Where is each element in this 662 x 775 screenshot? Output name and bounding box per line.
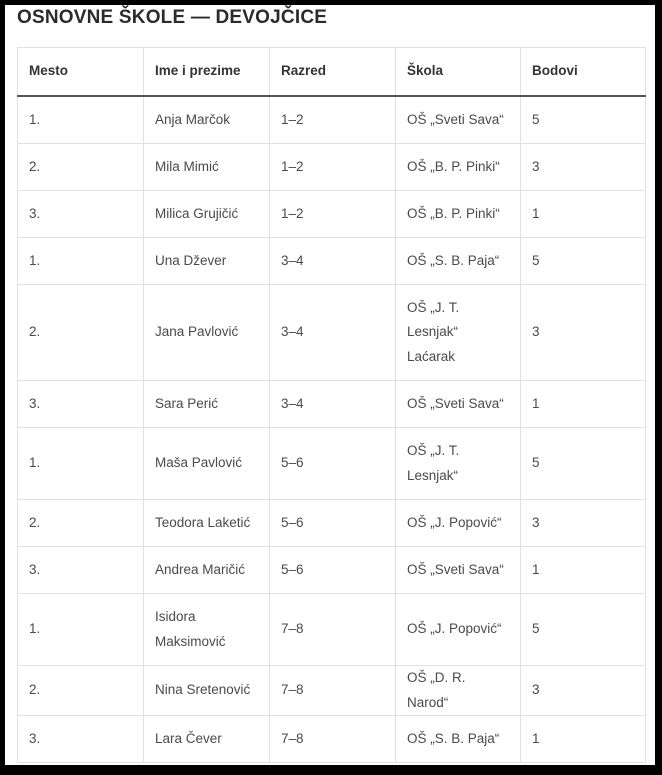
- cell-skola: OŠ „Sveti Sava“: [396, 547, 521, 594]
- table-row: [18, 381, 646, 428]
- cell-mesto: 2.: [18, 666, 144, 716]
- cell-mesto: 2.: [18, 500, 144, 547]
- cell-razred: 5–6: [270, 500, 396, 547]
- cell-bodovi: 3: [521, 144, 646, 191]
- cell-name: Maša Pavlović: [144, 428, 270, 500]
- cell-bodovi: 5: [521, 594, 646, 666]
- table-row: [18, 238, 646, 285]
- cell-bodovi: 5: [521, 428, 646, 500]
- cell-skola: OŠ „J. Popović“: [396, 594, 521, 666]
- page-title: OSNOVNE ŠKOLE — DEVOJČICE: [17, 7, 328, 28]
- cell-bodovi: 3: [521, 666, 646, 716]
- cell-mesto: 1.: [18, 96, 144, 144]
- cell-razred: 3–4: [270, 381, 396, 428]
- cell-razred: 1–2: [270, 191, 396, 238]
- cell-razred: 7–8: [270, 666, 396, 716]
- header-skola: Škola: [396, 48, 521, 97]
- cell-skola: OŠ „D. R. Narod“: [396, 666, 521, 716]
- table-row: [18, 96, 646, 144]
- table-row: [18, 500, 646, 547]
- cell-name: Andrea Maričić: [144, 547, 270, 594]
- cell-razred: 3–4: [270, 238, 396, 285]
- table-header-row: [18, 48, 646, 97]
- cell-razred: 1–2: [270, 144, 396, 191]
- cell-skola: OŠ „Sveti Sava“: [396, 96, 521, 144]
- cell-name: Nina Sretenović: [144, 666, 270, 716]
- table-row: [18, 144, 646, 191]
- cell-bodovi: 1: [521, 716, 646, 763]
- cell-razred: 1–2: [270, 96, 396, 144]
- cell-name: Isidora Maksimović: [144, 594, 270, 666]
- table-row: [18, 594, 646, 666]
- table-row: [18, 285, 646, 381]
- cell-name: Mila Mimić: [144, 144, 270, 191]
- cell-bodovi: 1: [521, 381, 646, 428]
- cell-bodovi: 1: [521, 547, 646, 594]
- cell-razred: 5–6: [270, 428, 396, 500]
- cell-name: Anja Marčok: [144, 96, 270, 144]
- cell-name: Jana Pavlović: [144, 285, 270, 381]
- cell-mesto: 2.: [18, 285, 144, 381]
- cell-skola: OŠ „J. T. Lesnjak“: [396, 428, 521, 500]
- cell-skola: OŠ „B. P. Pinki“: [396, 191, 521, 238]
- cell-skola: OŠ „S. B. Paja“: [396, 238, 521, 285]
- cell-mesto: 3.: [18, 381, 144, 428]
- cell-mesto: 1.: [18, 428, 144, 500]
- cell-name: Teodora Laketić: [144, 500, 270, 547]
- cell-razred: 3–4: [270, 285, 396, 381]
- content-frame: [5, 5, 655, 765]
- table-row: [18, 191, 646, 238]
- table-row: [18, 716, 646, 763]
- cell-name: Milica Grujičić: [144, 191, 270, 238]
- header-ime-i-prezime: Ime i prezime: [144, 48, 270, 97]
- header-bodovi: Bodovi: [521, 48, 646, 97]
- cell-name: Lara Čever: [144, 716, 270, 763]
- cell-skola: OŠ „J. T. Lesnjak“ Laćarak: [396, 285, 521, 381]
- cell-mesto: 2.: [18, 144, 144, 191]
- table-row: [18, 428, 646, 500]
- cell-mesto: 3.: [18, 716, 144, 763]
- cell-bodovi: 1: [521, 191, 646, 238]
- cell-bodovi: 5: [521, 238, 646, 285]
- cell-skola: OŠ „B. P. Pinki“: [396, 144, 521, 191]
- cell-bodovi: 5: [521, 96, 646, 144]
- cell-razred: 5–6: [270, 547, 396, 594]
- cell-skola: OŠ „S. B. Paja“: [396, 716, 521, 763]
- cell-bodovi: 3: [521, 500, 646, 547]
- cell-name: Sara Perić: [144, 381, 270, 428]
- header-mesto: Mesto: [18, 48, 144, 97]
- cell-mesto: 3.: [18, 191, 144, 238]
- cell-mesto: 3.: [18, 547, 144, 594]
- cell-name: Una Džever: [144, 238, 270, 285]
- results-table: [17, 47, 646, 763]
- table-row: [18, 547, 646, 594]
- cell-razred: 7–8: [270, 594, 396, 666]
- cell-bodovi: 3: [521, 285, 646, 381]
- cell-skola: OŠ „J. Popović“: [396, 500, 521, 547]
- cell-mesto: 1.: [18, 594, 144, 666]
- cell-mesto: 1.: [18, 238, 144, 285]
- header-razred: Razred: [270, 48, 396, 97]
- cell-razred: 7–8: [270, 716, 396, 763]
- cell-skola: OŠ „Sveti Sava“: [396, 381, 521, 428]
- table-row: [18, 666, 646, 716]
